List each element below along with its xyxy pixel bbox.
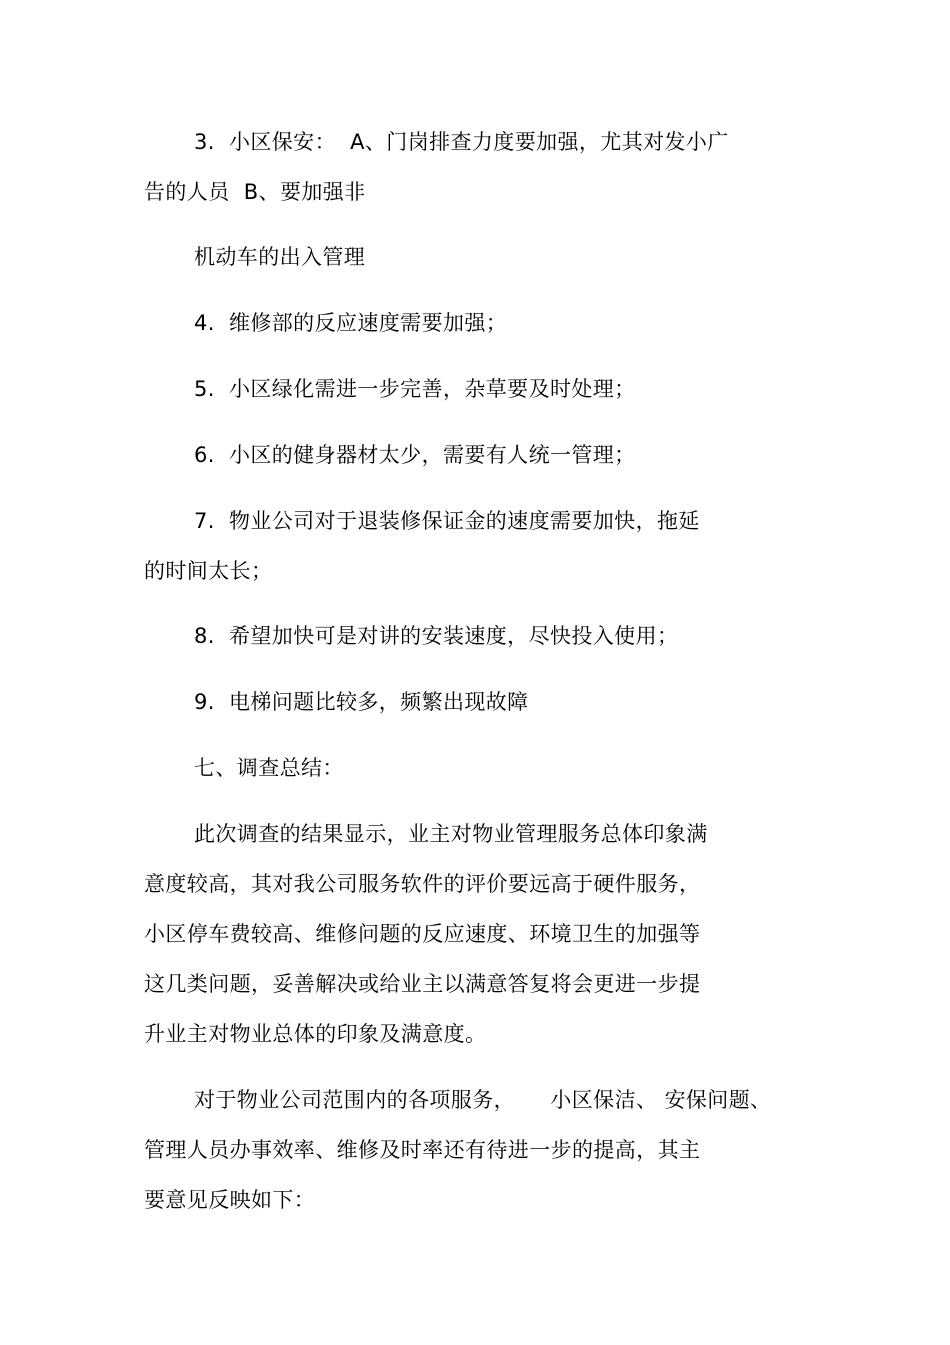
item-6: 6. 小区的健身器材太少，需要有人统一管理； [194, 443, 636, 467]
item-7-line-1: 7. 物业公司对于退装修保证金的速度需要加快，拖延 [194, 509, 700, 533]
services-line-1: 对于物业公司范围内的各项服务， 小区保洁、 安保问题、 [194, 1088, 772, 1112]
item-7-line-2: 的时间太长； [144, 559, 273, 583]
section-heading: 七、调查总结： [194, 756, 344, 780]
item-9: 9. 电梯问题比较多，频繁出现故障 [194, 690, 529, 714]
summary-line-4: 这几类问题，妥善解决或给业主以满意答复将会更进一步提 [144, 972, 701, 996]
item-3-line-3: 机动车的出入管理 [194, 245, 366, 269]
services-line-2: 管理人员办事效率、维修及时率还有待进一步的提高，其主 [144, 1138, 701, 1162]
services-line-3: 要意见反映如下： [144, 1188, 316, 1212]
summary-line-3: 小区停车费较高、维修问题的反应速度、环境卫生的加强等 [144, 922, 701, 946]
item-3-line-1: 3. 小区保安： A、门岗排查力度要加强，尤其对发小广 [194, 130, 729, 154]
item-4: 4. 维修部的反应速度需要加强； [194, 311, 508, 335]
summary-line-2: 意度较高，其对我公司服务软件的评价要远高于硬件服务， [144, 872, 701, 896]
summary-line-5: 升业主对物业总体的印象及满意度。 [144, 1022, 487, 1046]
item-8: 8. 希望加快可是对讲的安装速度，尽快投入使用； [194, 624, 679, 648]
item-5: 5. 小区绿化需进一步完善，杂草要及时处理； [194, 377, 636, 401]
summary-line-1: 此次调查的结果显示，业主对物业管理服务总体印象满 [194, 822, 708, 846]
item-3-line-2: 告的人员 B、要加强非 [144, 180, 366, 204]
